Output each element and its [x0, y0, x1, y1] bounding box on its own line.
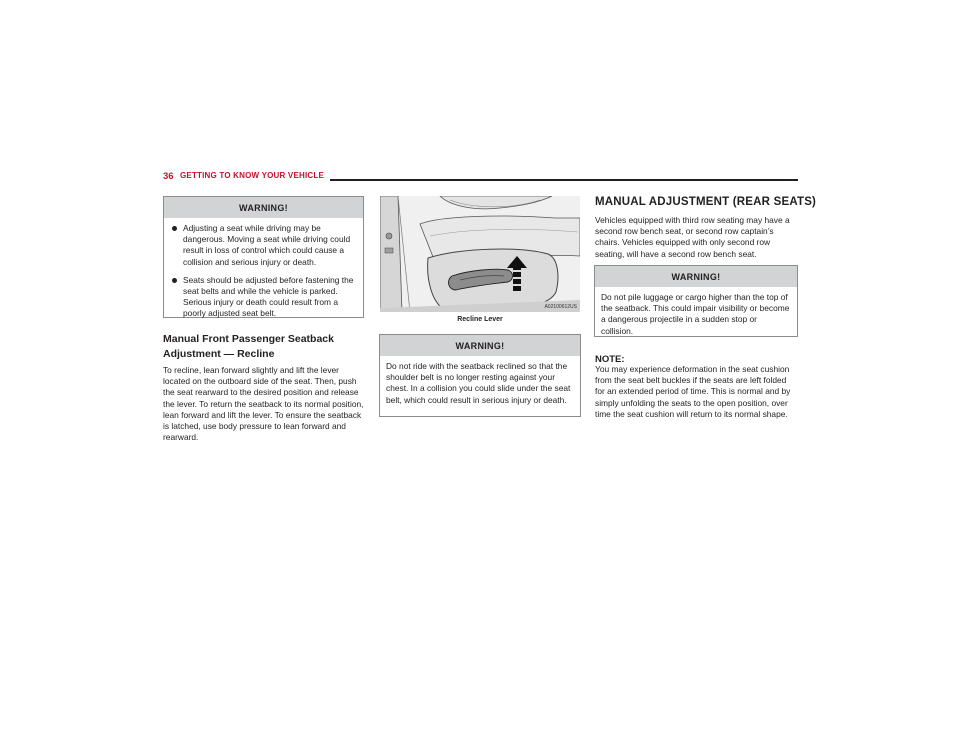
- recline-heading: [163, 332, 364, 362]
- warning-text: Do not ride with the seatback reclined so that the shoulder belt is no longer resting against your chest. In a collision you could slide under the seat belt, which could result in serious injury or death.: [386, 361, 571, 405]
- rear-seats-heading: MANUAL ADJUSTMENT (REAR SEATS): [595, 196, 817, 208]
- warning-title: WARNING!: [380, 335, 580, 356]
- warning-item-text: Seats should be adjusted before fastening the seat belts and while the vehicle is parked. Serious injury or death could result from a poorly adjusted seat belt.: [183, 274, 354, 319]
- note-label: NOTE:: [595, 354, 625, 365]
- warning-item-text: Adjusting a seat while driving may be dangerous. Moving a seat while driving could result in loss of control which could cause a collision and serious injury or death.: [183, 223, 351, 267]
- seat-recline-lever-illustration-icon: [380, 196, 580, 312]
- recline-lever-figure: [380, 196, 580, 312]
- recline-body: To recline, lean forward slightly and lift the lever located on the outboard side of the seat. Then, push the seat rearward to the desired position and release the lever. To return the seatback to its normal position, lean forward and lift the lever. To ensure the seatback is latched, use body pressure to lean forward and rearward.: [163, 365, 364, 443]
- warning-list: [170, 223, 357, 320]
- warning-box-seat-adjust: [163, 196, 364, 318]
- note-body: You may experience deformation in the seat cushion from the seat belt buckles if the seats are left folded for an extended period of time. This is normal and by simply unfolding the seats to the open position, over time the seat cushion will return to its normal shape.: [595, 364, 791, 419]
- warning-text: Do not pile luggage or cargo higher than the top of the seatback. This could impair visibility or become a dangerous projectile in a sudden stop or collision.: [601, 292, 790, 336]
- warning-box-cargo: [594, 265, 798, 337]
- figure-caption: Recline Lever: [457, 316, 503, 323]
- figure-code: A02100612US: [544, 304, 577, 310]
- header-rule: [330, 179, 798, 181]
- section-title: GETTING TO KNOW YOUR VEHICLE: [180, 171, 324, 180]
- recline-heading-line2: Adjustment — Recline: [163, 348, 275, 360]
- bullet-icon: [172, 226, 177, 231]
- rear-seats-body: Vehicles equipped with third row seating may have a second row bench seat, or second row captain’s chairs. Vehicles equipped with only second row seating, will have a second row bench seat.: [595, 215, 790, 259]
- bullet-icon: [172, 278, 177, 283]
- recline-heading-line1: Manual Front Passenger Seatback: [163, 333, 334, 345]
- warning-list-item: [170, 275, 357, 320]
- warning-title: WARNING!: [164, 197, 363, 218]
- warning-box-recline: [379, 334, 581, 417]
- page-number: 36: [163, 171, 174, 182]
- page-header: [163, 171, 798, 185]
- warning-title: WARNING!: [595, 266, 797, 287]
- warning-list-item: [170, 223, 357, 268]
